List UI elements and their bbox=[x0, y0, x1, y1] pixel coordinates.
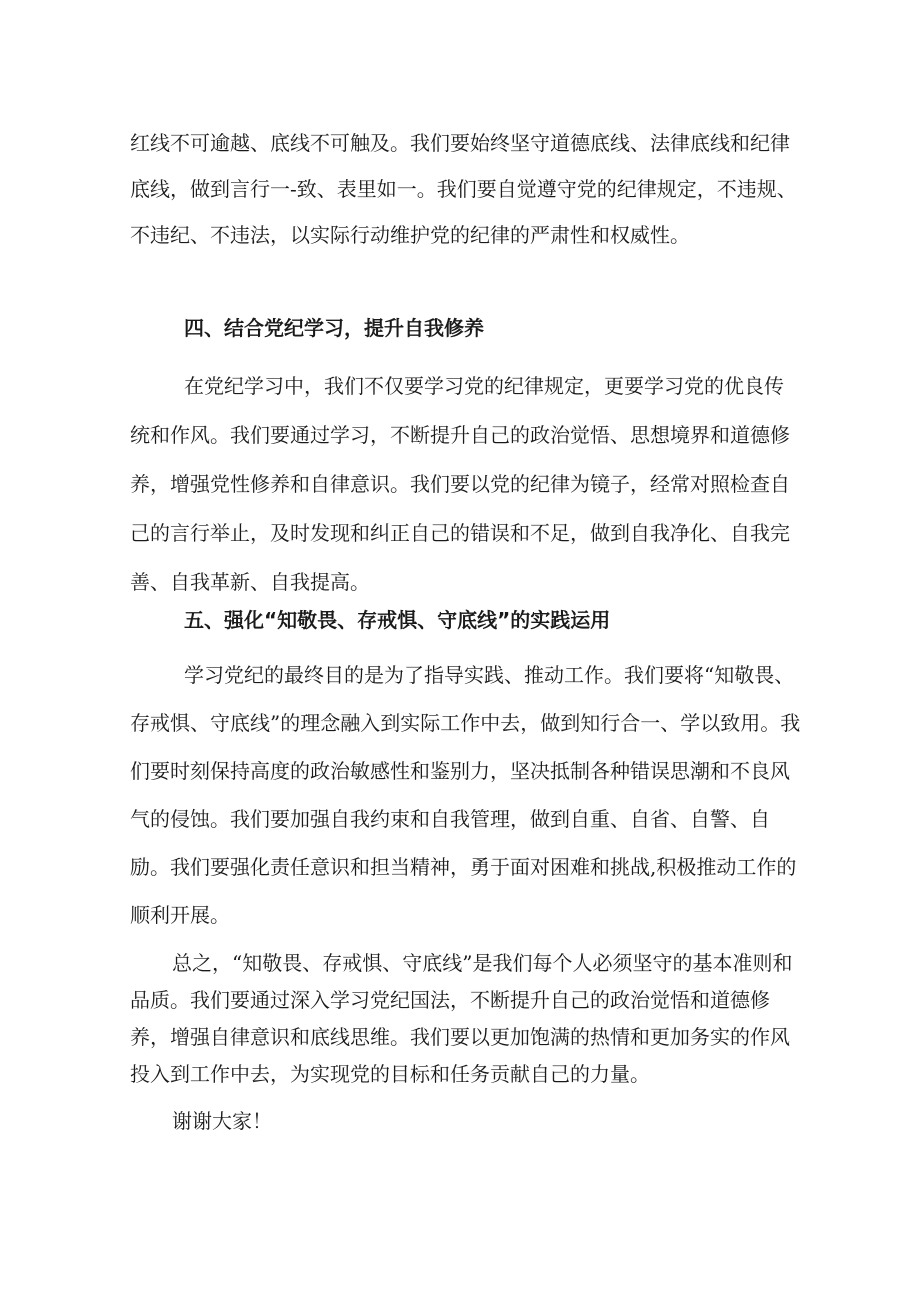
closing-thanks: 谢谢大家！ bbox=[172, 1109, 272, 1133]
section-heading-5: 五、强化“知敬畏、存戒惧、守底线”的实践运用 bbox=[184, 608, 611, 632]
paragraph-self-cultivation: 在党纪学习中，我们不仅要学习党的纪律规定，更要学习党的优良传统和作风。我们要通过学习，不断提升自己的政治觉悟、思想境界和道德修养，增强党性修养和自律意识。我们要以党的纪律为镜子，经常对照检查自己的言行举止，及时发现和纠正自己的错误和不足，做到自我净化、自我完善、自我革新、自我提高。 bbox=[130, 374, 790, 594]
paragraph-bottom-line: 红线不可逾越、底线不可触及。我们要始终坚守道德底线、法律底线和纪律底线，做到言行一-致、表里如一。我们要自觉遵守党的纪律规定，不违规、不违纪、不违法，以实际行动维护党的纪律的严肃性和权威性。 bbox=[130, 131, 797, 247]
paragraph-conclusion: 总之，“知敬畏、存戒惧、守底线”是我们每个人必须坚守的基本准则和品质。我们要通过深入学习党纪国法，不断提升自己的政治觉悟和道德修养，增强自律意识和底线思维。我们要以更加饱满的热情和更加务实的作风投入到工作中去，为实现党的目标和任务贡献自己的力量。 bbox=[130, 951, 793, 1086]
section-heading-4: 四、结合党纪学习，提升自我修养 bbox=[184, 316, 484, 340]
paragraph-practice: 学习党纪的最终目的是为了指导实践、推动工作。我们要将“知敬畏、存戒惧、守底线”的理念融入到实际工作中去，做到知行合一、学以致用。我们要时刻保持高度的政治敏感性和鉴别力，坚决抵制各种错误思潮和不良风气的侵蚀。我们要加强自我约束和自我管理，做到自重、自省、自警、自励。我们要强化责任意识和担当精神，勇于面对困难和挑战,积极推动工作的顺利开展。 bbox=[130, 663, 801, 927]
